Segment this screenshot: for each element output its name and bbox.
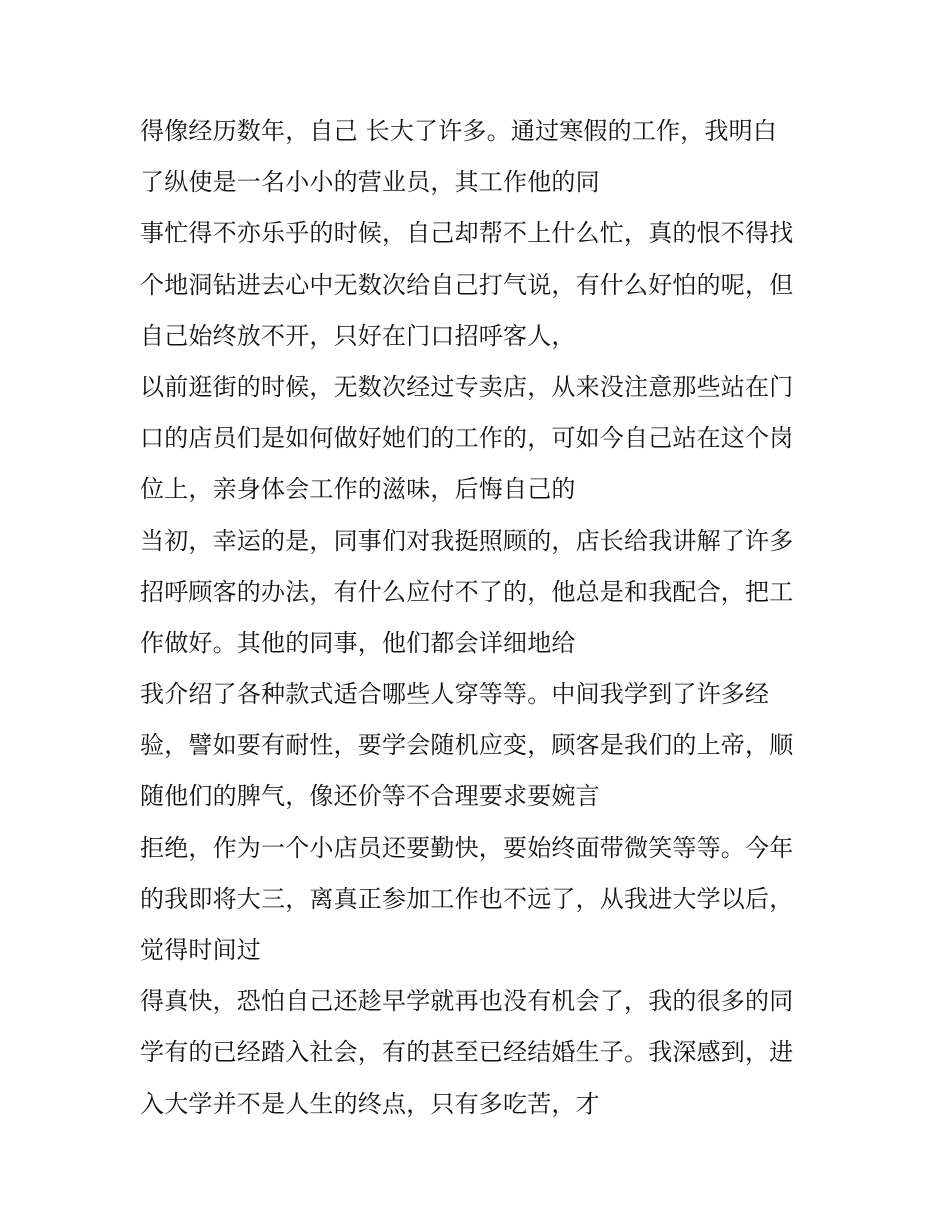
text-line-18: 得真快，恐怕自己还趁早学就再也没有机会了，我的很多的同 (140, 987, 794, 1016)
text-line-6: 以前逛街的时候，无数次经过专卖店，从来没注意那些站在门 (140, 372, 794, 401)
text-line-8: 位上，亲身体会工作的滋味，后悔自己的 (140, 475, 576, 504)
text-line-12: 我介绍了各种款式适合哪些人穿等等。中间我学到了许多经 (140, 680, 770, 709)
text-line-20: 入大学并不是人生的终点，只有多吃苦，才 (140, 1089, 600, 1118)
text-line-11: 作做好。其他的同事，他们都会详细地给 (140, 628, 576, 657)
text-line-9: 当初，幸运的是，同事们对我挺照顾的，店长给我讲解了许多 (140, 526, 794, 555)
text-line-15: 拒绝，作为一个小店员还要勤快，要始终面带微笑等等。今年 (140, 833, 794, 862)
text-line-2: 了纵使是一名小小的营业员，其工作他的同 (140, 168, 600, 197)
text-line-17: 觉得时间过 (140, 936, 261, 964)
text-line-3: 事忙得不亦乐乎的时候，自己却帮不上什么忙，真的恨不得找 (140, 219, 794, 248)
text-line-4: 个地洞钻进去心中无数次给自己打气说，有什么好怕的呢，但 (140, 270, 794, 299)
text-line-14: 随他们的脾气，像还价等不合理要求要婉言 (140, 782, 600, 811)
text-line-5: 自己始终放不开，只好在门口招呼客人， (140, 321, 576, 350)
text-line-19: 学有的已经踏入社会，有的甚至已经结婚生子。我深感到，进 (140, 1038, 794, 1067)
text-line-7: 口的店员们是如何做好她们的工作的，可如今自己站在这个岗 (140, 424, 794, 453)
text-line-1: 得像经历数年，自己 长大了许多。通过寒假的工作，我明白 (140, 117, 778, 145)
text-line-13: 验，譬如要有耐性，要学会随机应变，顾客是我们的上帝，顺 (140, 731, 794, 760)
body-text (140, 106, 820, 1130)
text-line-16: 的我即将大三，离真正参加工作也不远了，从我进大学以后， (140, 884, 794, 913)
text-line-10: 招呼顾客的办法，有什么应付不了的，他总是和我配合，把工 (140, 577, 794, 606)
